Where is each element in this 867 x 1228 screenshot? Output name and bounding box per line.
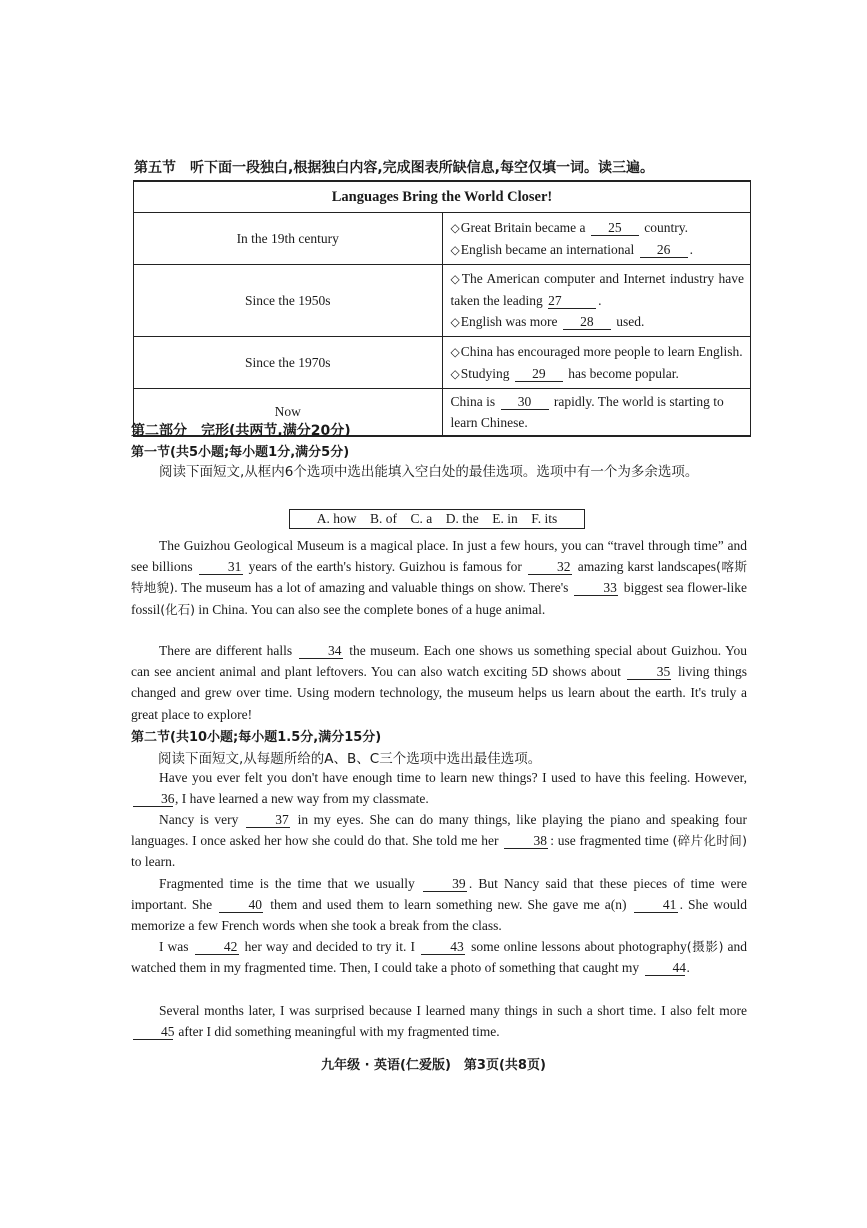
section-two-instruction: 阅读下面短文,从每题所给的A、B、C三个选项中选出最佳选项。 xyxy=(158,751,542,767)
blank-34: 34 xyxy=(299,644,343,659)
passage-paragraph: Fragmented time is the time that we usually 39 . But Nancy said that these pieces of time were important. She 40 them and used them to learn something new. She gave me a(n) 41 . She would memorize a few French words when she took a break from the class. xyxy=(131,876,748,934)
listening-table xyxy=(133,180,751,437)
blank-35: 35 xyxy=(627,665,671,680)
diamond-icon: ◇ xyxy=(450,366,460,381)
page-footer: 九年级 · 英语(仁爱版) 第3页(共8页) xyxy=(321,1058,546,1073)
blank-42: 42 xyxy=(195,940,239,955)
period-cell: In the 19th century xyxy=(134,213,443,265)
options-box: A. how B. of C. a D. the E. in F. its xyxy=(289,509,585,529)
blank-28: 28 xyxy=(563,315,611,330)
part-two-title: 第二部分 完形(共两节,满分20分) xyxy=(131,423,351,439)
table-title: Languages Bring the World Closer! xyxy=(134,181,751,213)
list-item: ◇English was more 28 used. xyxy=(450,314,645,329)
blank-31: 31 xyxy=(199,560,243,575)
section-two-title: 第二节(共10小题;每小题1.5分,满分15分) xyxy=(131,730,382,745)
period-cell: Since the 1970s xyxy=(134,337,443,389)
blank-39: 39 xyxy=(423,877,467,892)
list-item: ◇Great Britain became a 25 country. xyxy=(450,219,689,235)
table-row xyxy=(134,213,751,265)
description-cell xyxy=(442,213,751,265)
blank-33: 33 xyxy=(574,581,618,596)
blank-40: 40 xyxy=(219,898,263,913)
blank-25: 25 xyxy=(591,221,639,236)
passage-paragraph: Have you ever felt you don't have enough time to learn new things? I used to have this feeling. However, 36, I have learned a new way from my classmate. xyxy=(131,767,747,809)
blank-38: 38 xyxy=(504,834,548,849)
passage-paragraph: Nancy is very 37 in my eyes. She can do many things, like playing the piano and speaking four languages. I once asked her how she could do that. She told me her 38 : use fragmented time (碎片化时间) to learn. xyxy=(131,812,748,870)
passage-paragraph: The Guizhou Geological Museum is a magical place. In just a few hours, you can “travel through time” and see billions 31 years of the earth's history. Guizhou is famous for 32 amazing karst landscapes(喀斯特地貌). The museum has a lot of amazing and valuable things on show. There's 33 biggest sea flower-like fossil(化石) in China. You can also see the complete bones of a huge animal. xyxy=(131,538,748,617)
list-item: ◇The American computer and Internet industry have taken the leading 27 . xyxy=(450,271,744,308)
blank-29: 29 xyxy=(515,367,563,382)
table-row xyxy=(134,265,751,337)
blank-43: 43 xyxy=(421,940,465,955)
blank-37: 37 xyxy=(246,813,290,828)
section-one-title: 第一节(共5小题;每小题1分,满分5分) xyxy=(131,445,350,460)
passage-paragraph: I was 42 her way and decided to try it. I 43 some online lessons about photography(摄影) and watched them in my fragmented time. Then, I could take a photo of something that caught my 44. xyxy=(131,939,748,976)
description-cell xyxy=(442,265,751,337)
passage-paragraph: Several months later, I was surprised because I learned many things in such a short time. I also felt more 45 after I did something meaningful with my fragmented time. xyxy=(131,1000,747,1042)
section-one-instruction: 阅读下面短文,从框内6个选项中选出能填入空白处的最佳选项。选项中有一个为多余选项。 xyxy=(159,464,699,480)
list-item: ◇Studying 29 has become popular. xyxy=(450,365,679,381)
blank-30: 30 xyxy=(501,395,549,410)
blank-36: 36 xyxy=(133,792,173,807)
blank-41: 41 xyxy=(634,898,678,913)
description-cell: China is 30 rapidly. The world is starting to learn Chinese. xyxy=(442,389,751,437)
period-cell: Now xyxy=(134,389,443,437)
diamond-icon: ◇ xyxy=(450,242,460,257)
diamond-icon: ◇ xyxy=(450,220,460,235)
blank-27: 27 xyxy=(548,294,596,309)
blank-44: 44 xyxy=(645,961,685,976)
diamond-icon: ◇ xyxy=(450,272,461,286)
table-header-row xyxy=(134,181,751,213)
table-row xyxy=(134,337,751,389)
blank-32: 32 xyxy=(528,560,572,575)
list-item: ◇English became an international 26 . xyxy=(450,241,694,257)
period-cell: Since the 1950s xyxy=(134,265,443,337)
passage-paragraph: There are different halls 34 the museum. Each one shows us something special about Guizhou. You can see ancient animal and plant leftovers. You can also watch exciting 5D shows about 35 living things changed and grew over time. Using modern technology, the museum helps us learn about the earth. It's truly a great place to explore! xyxy=(131,643,748,722)
list-item: ◇China has encouraged more people to learn English. xyxy=(450,343,743,359)
blank-26: 26 xyxy=(640,243,688,258)
diamond-icon: ◇ xyxy=(450,344,460,359)
description-cell xyxy=(442,337,751,389)
diamond-icon: ◇ xyxy=(450,315,460,329)
blank-45: 45 xyxy=(133,1025,173,1040)
listening-section-title: 第五节 听下面一段独白,根据独白内容,完成图表所缺信息,每空仅填一词。读三遍。 xyxy=(134,160,654,176)
